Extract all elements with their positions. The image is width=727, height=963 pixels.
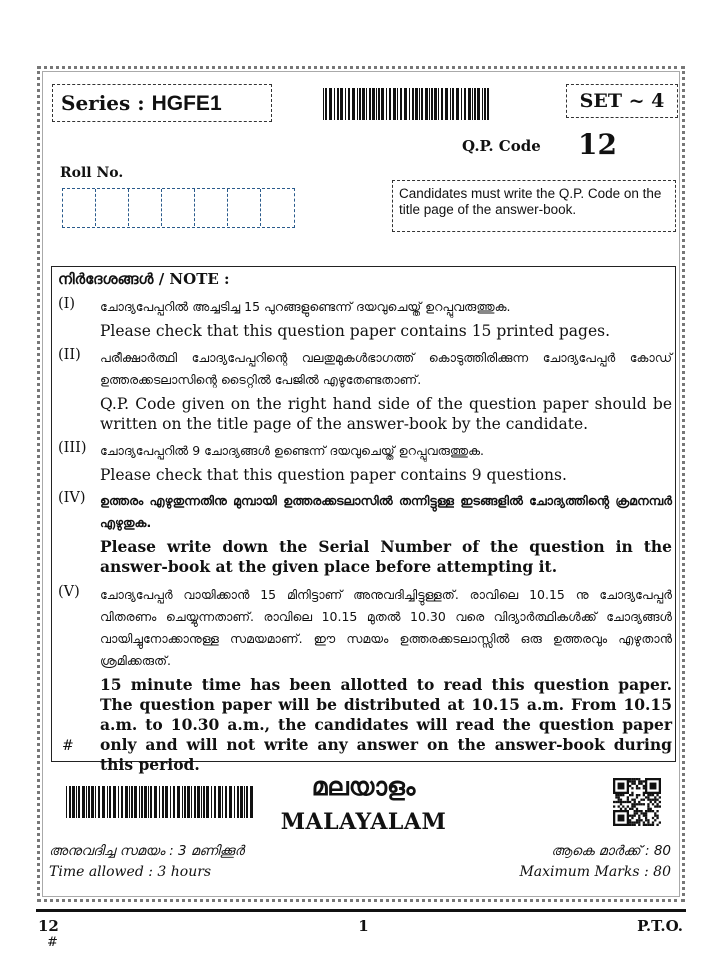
note-item-english: Q.P. Code given on the right hand side of the question paper should be written on the title page of the answer-book by the candidate. (100, 395, 672, 433)
max-marks-malayalam: ആകെ മാർക്ക് : 80 (551, 843, 671, 859)
roll-digit-box[interactable] (228, 189, 261, 226)
note-item-5 (58, 584, 672, 775)
note-item-english: Please check that this question paper contains 15 printed pages. (100, 322, 611, 340)
page-number: 1 (358, 917, 369, 935)
note-item-number: (III) (58, 440, 87, 456)
note-item-malayalam: ചോദ്യപേപ്പറിൽ അച്ചടിച്ച 15 പുറങ്ങളുണ്ടെന്ന് ദയവുചെയ്ത് ഉറപ്പുവരുത്തുക. (100, 299, 511, 314)
roll-digit-box[interactable] (195, 189, 228, 226)
note-item-english: Please check that this question paper contains 9 questions. (100, 466, 567, 484)
series-box (52, 84, 272, 122)
note-item-malayalam: പരീക്ഷാർത്ഥി ചോദ്യപേപ്പറിന്റെ വലതുമുകൾഭാഗത്ത് കൊടുത്തിരിക്കുന്ന ചോദ്യപേപ്പർ കോഡ് ഉത്തരക്കടലാസിന്റെ ടൈറ്റിൽ പേജിൽ എഴുതേണ്ടതാണ്. (100, 350, 672, 387)
note-item-4 (58, 490, 672, 577)
roll-digit-box[interactable] (261, 189, 294, 226)
set-box: SET ~ 4 (566, 84, 678, 118)
note-item-number: (V) (58, 584, 80, 600)
note-item-3 (58, 440, 672, 485)
time-allowed-malayalam: അനുവദിച്ച സമയം : 3 മണിക്കൂർ (49, 843, 245, 859)
note-item-number: (II) (58, 347, 81, 363)
candidate-instruction: Candidates must write the Q.P. Code on the title page of the answer-book. (392, 180, 676, 232)
max-marks-english: Maximum Marks : 80 (519, 864, 671, 880)
roll-digit-box[interactable] (162, 189, 195, 226)
qp-code-value: 12 (578, 128, 617, 161)
pto-label: P.T.O. (637, 917, 683, 935)
footer-qp-code: 12 (38, 917, 59, 935)
series-label: Series : (61, 91, 152, 115)
note-item-1 (58, 296, 672, 341)
subject-title-malayalam: മലയാളം (311, 772, 416, 801)
qr-code-icon (613, 778, 661, 826)
roll-digit-box[interactable] (96, 189, 129, 226)
note-item-english: 15 minute time has been allotted to read this question paper. The question paper will be distributed at 10.15 a.m. From 10.15 a.m. to 10.30 a.m., the candidates will read the question paper only and will not write any answer on the answer-book during this period. (100, 675, 672, 774)
subject-title-english: MALAYALAM (280, 809, 447, 835)
roll-digit-box[interactable] (129, 189, 162, 226)
roll-digit-box[interactable] (63, 189, 96, 226)
footer-hash-mark: # (47, 935, 58, 950)
note-item-malayalam: ചോദ്യപേപ്പർ വായിക്കാൻ 15 മിനിട്ടാണ് അനുവദിച്ചിട്ടുള്ളത്. രാവിലെ 10.15 നു ചോദ്യപേപ്പർ വിതരണം ചെയ്യുന്നതാണ്. രാവിലെ 10.15 മുതൽ 10.30 വരെ വിദ്യാർത്ഥികൾക്ക് ചോദ്യങ്ങൾ വായിച്ചുനോക്കാനുള്ള സമയമാണ്. ഈ സമയം ഉത്തരക്കടലാസ്സിൽ ഒരു ഉത്തരവും എഴുതാൻ ശ്രമിക്കരുത്. (100, 587, 672, 668)
note-item-number: (I) (58, 296, 76, 312)
note-item-number: (IV) (58, 490, 86, 506)
note-hash-mark: # (62, 738, 74, 754)
time-allowed-english: Time allowed : 3 hours (49, 864, 212, 880)
footer-rule (36, 909, 686, 912)
note-item-malayalam: ചോദ്യപേപ്പറിൽ 9 ചോദ്യങ്ങൾ ഉണ്ടെന്ന് ദയവുചെയ്ത് ഉറപ്പുവരുത്തുക. (100, 443, 485, 458)
note-item-2 (58, 347, 672, 434)
roll-number-boxes[interactable] (62, 188, 295, 228)
qp-code-label: Q.P. Code (462, 137, 541, 155)
note-title: നിർദേശങ്ങൾ / NOTE : (58, 270, 230, 288)
note-item-english: Please write down the Serial Number of the question in the answer-book at the given place before attempting it. (100, 537, 672, 576)
note-item-malayalam: ഉത്തരം എഴുതുന്നതിനു മുമ്പായി ഉത്തരക്കടലാസിൽ തന്നിട്ടുള്ള ഇടങ്ങളിൽ ചോദ്യത്തിന്റെ ക്രമനമ്പർ എഴുതുക. (100, 493, 672, 530)
barcode-top (323, 88, 489, 120)
series-code: HGFE1 (151, 92, 222, 115)
roll-number-label: Roll No. (60, 165, 124, 181)
